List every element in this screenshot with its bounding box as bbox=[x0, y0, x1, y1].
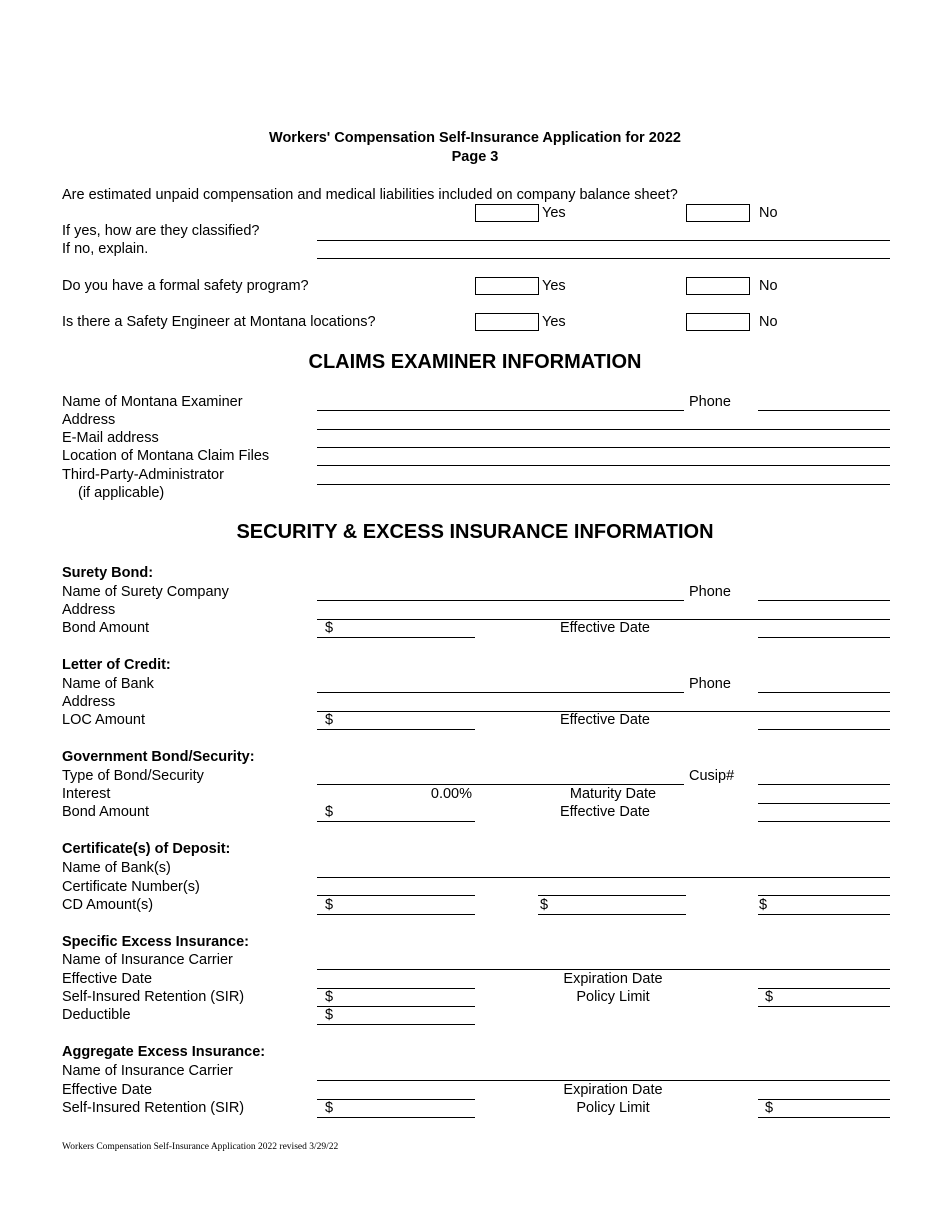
interest-label: Interest bbox=[62, 786, 111, 802]
loc-bank-field[interactable] bbox=[317, 692, 684, 693]
cd-amounts-label: CD Amount(s) bbox=[62, 897, 154, 913]
examiner-address-label: Address bbox=[62, 412, 116, 428]
examiner-name-field[interactable] bbox=[317, 410, 684, 411]
cd-banks-label: Name of Bank(s) bbox=[62, 860, 171, 876]
gov-type-label: Type of Bond/Security bbox=[62, 768, 204, 784]
gov-type-field[interactable] bbox=[317, 784, 684, 785]
bond-amount-label: Bond Amount bbox=[62, 620, 150, 636]
aggregate-policy-limit-label: Policy Limit bbox=[576, 1100, 650, 1116]
examiner-email-field[interactable] bbox=[317, 447, 890, 448]
aggregate-carrier-label: Name of Insurance Carrier bbox=[62, 1063, 233, 1079]
aggregate-sir-field[interactable] bbox=[317, 1117, 475, 1118]
tpa-note: (if applicable) bbox=[78, 485, 165, 501]
specific-expiration-label: Expiration Date bbox=[563, 971, 663, 987]
security-heading: SECURITY & EXCESS INSURANCE INFORMATION bbox=[236, 521, 714, 543]
surety-company-label: Name of Surety Company bbox=[62, 584, 229, 600]
loc-bank-label: Name of Bank bbox=[62, 676, 154, 692]
gov-amount-dollar: $ bbox=[325, 804, 334, 820]
cd-amount-field-1[interactable] bbox=[317, 914, 475, 915]
examiner-address-field[interactable] bbox=[317, 429, 890, 430]
gov-effective-field[interactable] bbox=[758, 821, 890, 822]
loc-phone-field[interactable] bbox=[758, 692, 890, 693]
surety-effective-field[interactable] bbox=[758, 637, 890, 638]
specific-sir-field[interactable] bbox=[317, 1006, 475, 1007]
surety-phone-label: Phone bbox=[689, 584, 731, 600]
specific-expiration-field[interactable] bbox=[758, 988, 890, 989]
tpa-label: Third-Party-Administrator bbox=[62, 467, 224, 483]
aggregate-sir-dollar: $ bbox=[325, 1100, 334, 1116]
aggregate-effective-field[interactable] bbox=[317, 1099, 475, 1100]
specific-deductible-label: Deductible bbox=[62, 1007, 131, 1023]
aggregate-effective-label: Effective Date bbox=[62, 1082, 153, 1098]
examiner-phone-label: Phone bbox=[689, 394, 731, 410]
cd-amount-dollar-2: $ bbox=[540, 897, 549, 913]
surety-bond-title: Surety Bond: bbox=[62, 565, 154, 581]
cd-amount-dollar-3: $ bbox=[759, 897, 768, 913]
specific-policy-limit-label: Policy Limit bbox=[576, 989, 650, 1005]
aggregate-policy-limit-dollar: $ bbox=[765, 1100, 774, 1116]
maturity-label: Maturity Date bbox=[569, 786, 657, 802]
safety-program-yes-label: Yes bbox=[542, 278, 566, 294]
specific-sir-dollar: $ bbox=[325, 989, 334, 1005]
loc-effective-label: Effective Date bbox=[559, 712, 650, 728]
safety-engineer-question: Is there a Safety Engineer at Montana locations? bbox=[62, 314, 376, 330]
safety-program-no-box[interactable] bbox=[686, 277, 750, 295]
safety-program-question: Do you have a formal safety program? bbox=[62, 278, 309, 294]
cusip-label: Cusip# bbox=[689, 768, 735, 784]
surety-address-label: Address bbox=[62, 602, 116, 618]
cd-title: Certificate(s) of Deposit: bbox=[62, 841, 231, 857]
bond-amount-field[interactable] bbox=[317, 637, 475, 638]
loc-amount-label: LOC Amount bbox=[62, 712, 146, 728]
cd-banks-field[interactable] bbox=[317, 877, 890, 878]
surety-company-field[interactable] bbox=[317, 600, 684, 601]
cd-number-field-1[interactable] bbox=[317, 895, 475, 896]
balance-sheet-yes-box[interactable] bbox=[475, 204, 539, 222]
if-no-label: If no, explain. bbox=[62, 241, 149, 257]
surety-phone-field[interactable] bbox=[758, 600, 890, 601]
if-no-field[interactable] bbox=[317, 258, 890, 259]
specific-deductible-dollar: $ bbox=[325, 1007, 334, 1023]
examiner-email-label: E-Mail address bbox=[62, 430, 159, 446]
gov-effective-label: Effective Date bbox=[559, 804, 650, 820]
balance-sheet-yes-label: Yes bbox=[542, 205, 566, 221]
cd-amount-field-2[interactable] bbox=[538, 914, 686, 915]
specific-policy-limit-dollar: $ bbox=[765, 989, 774, 1005]
balance-sheet-question: Are estimated unpaid compensation and medical liabilities included on company balance sheet? bbox=[62, 187, 678, 203]
claims-examiner-heading: CLAIMS EXAMINER INFORMATION bbox=[308, 351, 642, 373]
cd-amount-field-3[interactable] bbox=[758, 914, 890, 915]
interest-value[interactable]: 0.00% bbox=[430, 786, 472, 802]
gov-amount-label: Bond Amount bbox=[62, 804, 150, 820]
examiner-name-label: Name of Montana Examiner bbox=[62, 394, 243, 410]
gov-bond-title: Government Bond/Security: bbox=[62, 749, 255, 765]
loc-phone-label: Phone bbox=[689, 676, 731, 692]
safety-engineer-no-label: No bbox=[759, 314, 778, 330]
footer-revision-note: Workers Compensation Self-Insurance Application 2022 revised 3/29/22 bbox=[62, 1142, 339, 1152]
specific-carrier-field[interactable] bbox=[317, 969, 890, 970]
loc-effective-field[interactable] bbox=[758, 729, 890, 730]
surety-effective-label: Effective Date bbox=[559, 620, 650, 636]
aggregate-carrier-field[interactable] bbox=[317, 1080, 890, 1081]
aggregate-policy-limit-field[interactable] bbox=[758, 1117, 890, 1118]
examiner-phone-field[interactable] bbox=[758, 410, 890, 411]
balance-sheet-no-label: No bbox=[759, 205, 778, 221]
aggregate-sir-label: Self-Insured Retention (SIR) bbox=[62, 1100, 245, 1116]
specific-policy-limit-field[interactable] bbox=[758, 1006, 890, 1007]
aggregate-excess-title: Aggregate Excess Insurance: bbox=[62, 1044, 266, 1060]
specific-deductible-field[interactable] bbox=[317, 1024, 475, 1025]
specific-sir-label: Self-Insured Retention (SIR) bbox=[62, 989, 245, 1005]
safety-program-no-label: No bbox=[759, 278, 778, 294]
cd-number-field-3[interactable] bbox=[758, 895, 890, 896]
tpa-field[interactable] bbox=[317, 484, 890, 485]
loc-amount-dollar: $ bbox=[325, 712, 334, 728]
specific-effective-field[interactable] bbox=[317, 988, 475, 989]
cd-numbers-label: Certificate Number(s) bbox=[62, 879, 200, 895]
safety-engineer-no-box[interactable] bbox=[686, 313, 750, 331]
cusip-field[interactable] bbox=[758, 784, 890, 785]
if-yes-field[interactable] bbox=[317, 240, 890, 241]
page-number: Page 3 bbox=[451, 149, 499, 165]
if-yes-label: If yes, how are they classified? bbox=[62, 223, 260, 239]
cd-number-field-2[interactable] bbox=[538, 895, 686, 896]
aggregate-expiration-label: Expiration Date bbox=[563, 1082, 663, 1098]
loc-title: Letter of Credit: bbox=[62, 657, 171, 673]
maturity-field[interactable] bbox=[758, 803, 890, 804]
claim-files-location-field[interactable] bbox=[317, 465, 890, 466]
safety-engineer-yes-label: Yes bbox=[542, 314, 566, 330]
balance-sheet-no-box[interactable] bbox=[686, 204, 750, 222]
loc-amount-field[interactable] bbox=[317, 729, 475, 730]
gov-amount-field[interactable] bbox=[317, 821, 475, 822]
safety-engineer-yes-box[interactable] bbox=[475, 313, 539, 331]
specific-effective-label: Effective Date bbox=[62, 971, 153, 987]
bond-amount-dollar: $ bbox=[325, 620, 334, 636]
cd-amount-dollar-1: $ bbox=[325, 897, 334, 913]
claim-files-location-label: Location of Montana Claim Files bbox=[62, 448, 270, 464]
safety-program-yes-box[interactable] bbox=[475, 277, 539, 295]
specific-excess-title: Specific Excess Insurance: bbox=[62, 934, 249, 950]
aggregate-expiration-field[interactable] bbox=[758, 1099, 890, 1100]
loc-address-label: Address bbox=[62, 694, 116, 710]
specific-carrier-label: Name of Insurance Carrier bbox=[62, 952, 233, 968]
form-title: Workers' Compensation Self-Insurance Application for 2022 bbox=[269, 130, 681, 146]
